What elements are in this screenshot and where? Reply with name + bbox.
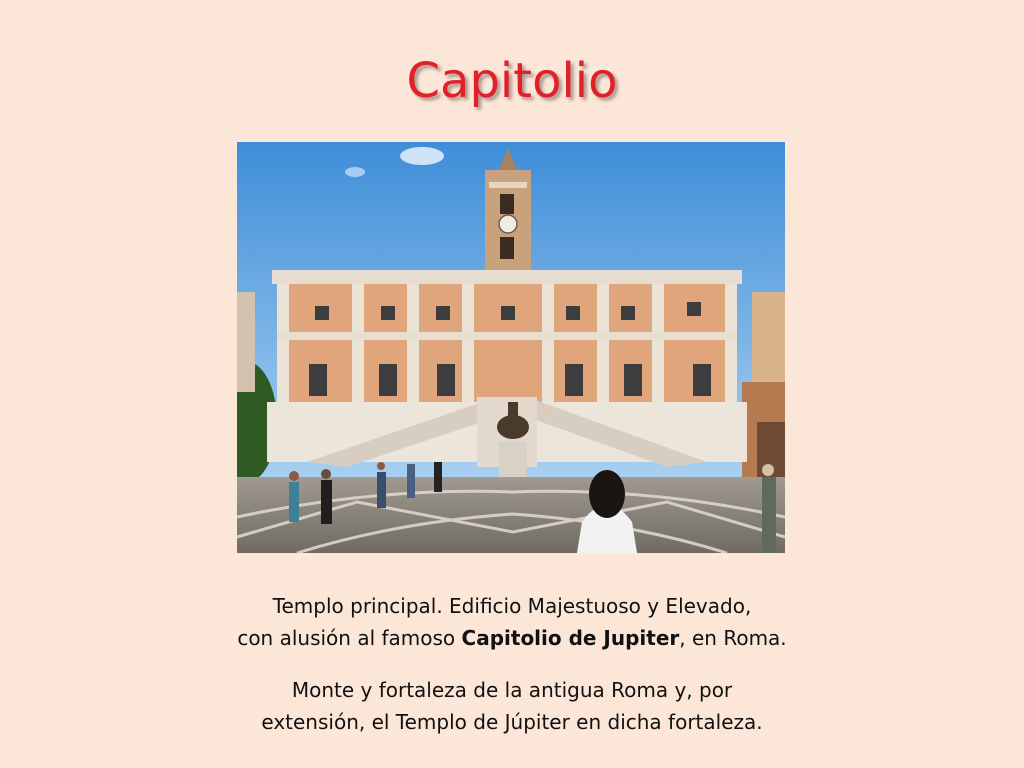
caption-p1-line2-pre: con alusión al famoso xyxy=(237,626,462,650)
capitolio-photo xyxy=(237,142,785,553)
caption-p2-line2: extensión, el Templo de Júpiter en dicha fortaleza. xyxy=(261,710,763,734)
slide-caption xyxy=(120,590,904,738)
caption-p1-highlight: Capitolio de Jupiter xyxy=(461,626,680,650)
caption-p1-line2-post: , en Roma. xyxy=(679,626,787,650)
caption-paragraph-2 xyxy=(120,674,904,738)
slide-title: Capitolio xyxy=(406,53,618,109)
caption-p2-line1: Monte y fortaleza de la antigua Roma y, por xyxy=(291,678,733,702)
caption-paragraph-1 xyxy=(120,590,904,654)
caption-p1-line1: Templo principal. Edificio Majestuoso y Elevado, xyxy=(272,594,752,618)
